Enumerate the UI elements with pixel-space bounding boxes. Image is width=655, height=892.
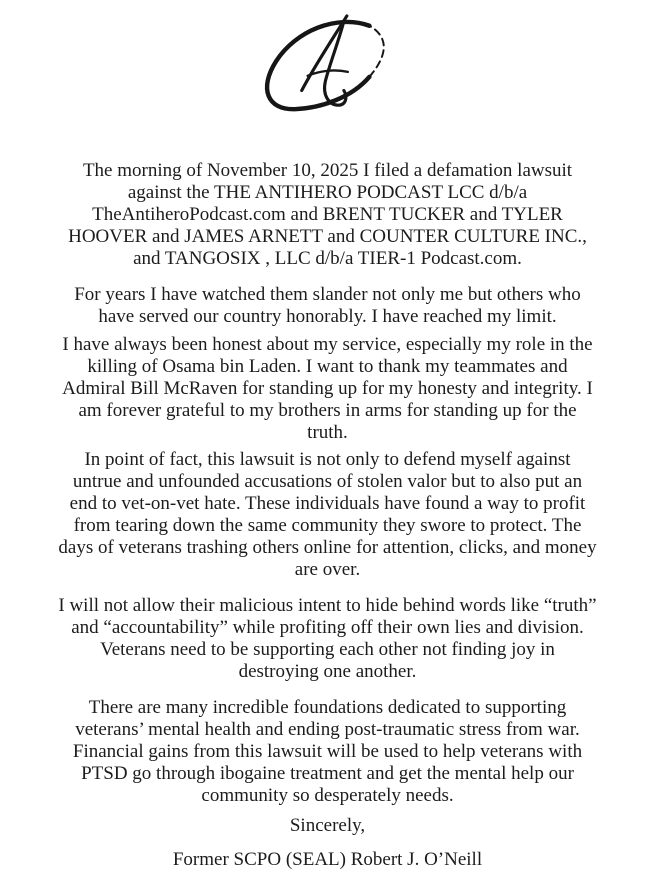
text-line: Financial gains from this lawsuit will be used to help veterans with [72,741,583,762]
text-line: TheAntiheroPodcast.com and BRENT TUCKER and TYLER [92,204,563,225]
paragraph-slander-limit [0,284,655,328]
text-line: have served our country honorably. I have reached my limit. [98,306,557,327]
paragraph-lawsuit-purpose [0,449,655,581]
paragraph-malicious-intent [0,595,655,683]
text-line: community so desperately needs. [201,785,454,806]
text-line: destroying one another. [238,661,417,682]
text-line: The morning of November 10, 2025 I filed a defamation lawsuit [82,160,573,181]
closing-sincerely: Sincerely, [289,815,366,836]
text-line: HOOVER and JAMES ARNETT and COUNTER CULTURE INC., [68,226,587,247]
paragraph-lawsuit-filing [0,160,655,270]
text-line: and “accountability” while profiting off their own lies and division. [71,617,584,638]
text-line: and TANGOSIX , LLC d/b/a TIER-1 Podcast.com. [133,248,522,269]
text-line: Veterans need to be supporting each other not finding joy in [100,639,555,660]
text-line: I have always been honest about my service, especially my role in the [62,334,593,355]
text-line: am forever grateful to my brothers in arms for standing up for the [78,400,577,421]
text-line: PTSD go through ibogaine treatment and get the mental help our [81,763,574,784]
text-line: end to vet-on-vet hate. These individuals have found a way to profit [69,493,586,514]
text-line: In point of fact, this lawsuit is not only to defend myself against [84,449,571,470]
text-line: from tearing down the same community they swore to protect. The [73,515,582,536]
signature-name-line: Former SCPO (SEAL) Robert J. O’Neill [172,849,483,870]
text-line: There are many incredible foundations dedicated to supporting [88,697,567,718]
signature-scribble-icon [250,13,428,117]
text-line: killing of Osama bin Laden. I want to thank my teammates and [87,356,568,377]
text-line: against the THE ANTIHERO PODCAST LCC d/b/a [127,182,528,203]
signature-monogram [0,0,655,122]
paragraph-honesty-service [0,334,655,444]
letter-body [0,160,655,871]
text-line: untrue and unfounded accusations of stolen valor but to also put an [72,471,583,492]
text-line: For years I have watched them slander not only me but others who [74,284,581,305]
text-line: I will not allow their malicious intent to hide behind words like “truth” [58,595,597,616]
text-line: veterans’ mental health and ending post-traumatic stress from war. [75,719,580,740]
text-line: days of veterans trashing others online for attention, clicks, and money [58,537,597,558]
paragraph-foundations-ptsd [0,697,655,807]
text-line: are over. [294,559,361,580]
text-line: truth. [307,422,348,443]
text-line: Admiral Bill McRaven for standing up for my honesty and integrity. I [62,378,593,399]
